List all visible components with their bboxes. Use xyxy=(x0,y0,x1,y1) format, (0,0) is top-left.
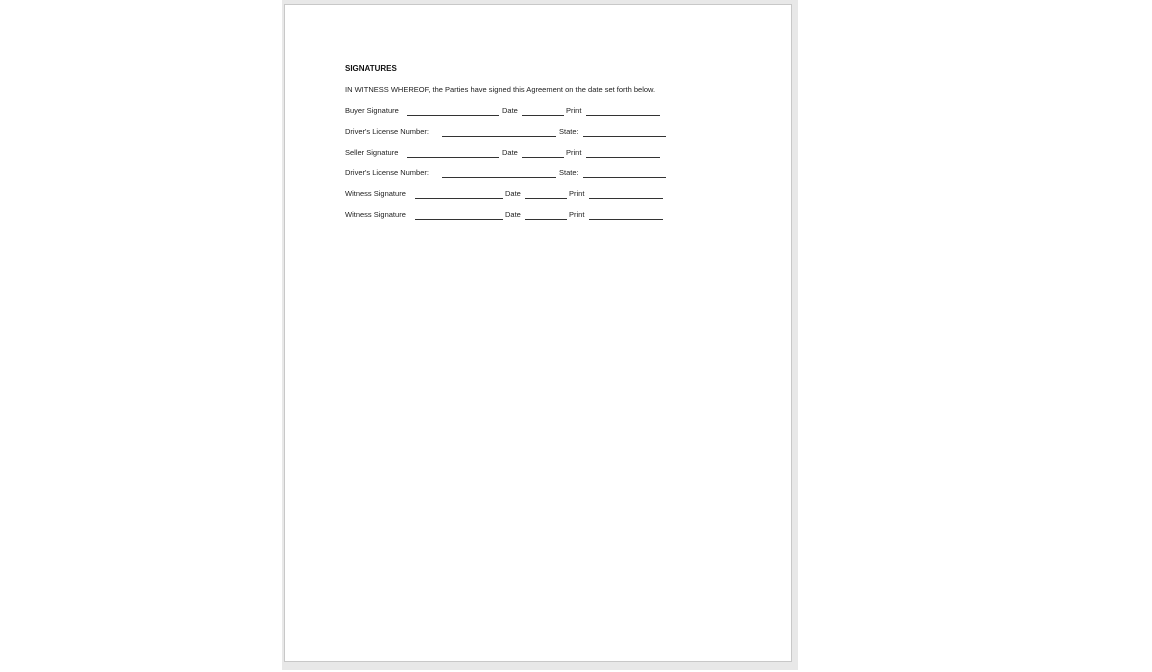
witness-2-signature-row xyxy=(345,210,745,222)
witness-2-signature-line[interactable] xyxy=(415,219,503,220)
witness-2-print-line[interactable] xyxy=(589,219,663,220)
seller-state-line[interactable] xyxy=(583,177,666,178)
seller-license-row xyxy=(345,168,745,180)
buyer-license-label: Driver's License Number: xyxy=(345,127,429,136)
buyer-date-label: Date xyxy=(502,106,518,115)
buyer-license-line[interactable] xyxy=(442,136,556,137)
witness-2-print-label: Print xyxy=(569,210,585,219)
buyer-signature-label: Buyer Signature xyxy=(345,106,399,115)
witness-2-signature-label: Witness Signature xyxy=(345,210,406,219)
witness-clause: IN WITNESS WHEREOF, the Parties have signed this Agreement on the date set forth below. xyxy=(345,85,656,94)
seller-date-label: Date xyxy=(502,148,518,157)
seller-license-line[interactable] xyxy=(442,177,556,178)
witness-1-signature-row xyxy=(345,189,745,201)
seller-signature-row xyxy=(345,148,745,160)
seller-print-line[interactable] xyxy=(586,157,660,158)
seller-state-label: State: xyxy=(559,168,579,177)
witness-1-date-label: Date xyxy=(505,189,521,198)
witness-1-signature-label: Witness Signature xyxy=(345,189,406,198)
section-heading: SIGNATURES xyxy=(345,64,397,73)
seller-signature-line[interactable] xyxy=(407,157,499,158)
buyer-state-label: State: xyxy=(559,127,579,136)
buyer-license-row xyxy=(345,127,745,139)
seller-signature-label: Seller Signature xyxy=(345,148,399,157)
witness-1-date-line[interactable] xyxy=(525,198,567,199)
seller-print-label: Print xyxy=(566,148,582,157)
witness-1-print-line[interactable] xyxy=(589,198,663,199)
buyer-print-line[interactable] xyxy=(586,115,660,116)
document-viewer[interactable] xyxy=(282,0,798,670)
buyer-print-label: Print xyxy=(566,106,582,115)
document-page xyxy=(284,4,792,662)
buyer-state-line[interactable] xyxy=(583,136,666,137)
witness-2-date-label: Date xyxy=(505,210,521,219)
witness-2-date-line[interactable] xyxy=(525,219,567,220)
buyer-date-line[interactable] xyxy=(522,115,564,116)
seller-date-line[interactable] xyxy=(522,157,564,158)
buyer-signature-line[interactable] xyxy=(407,115,499,116)
witness-1-signature-line[interactable] xyxy=(415,198,503,199)
witness-1-print-label: Print xyxy=(569,189,585,198)
seller-license-label: Driver's License Number: xyxy=(345,168,429,177)
buyer-signature-row xyxy=(345,106,745,118)
